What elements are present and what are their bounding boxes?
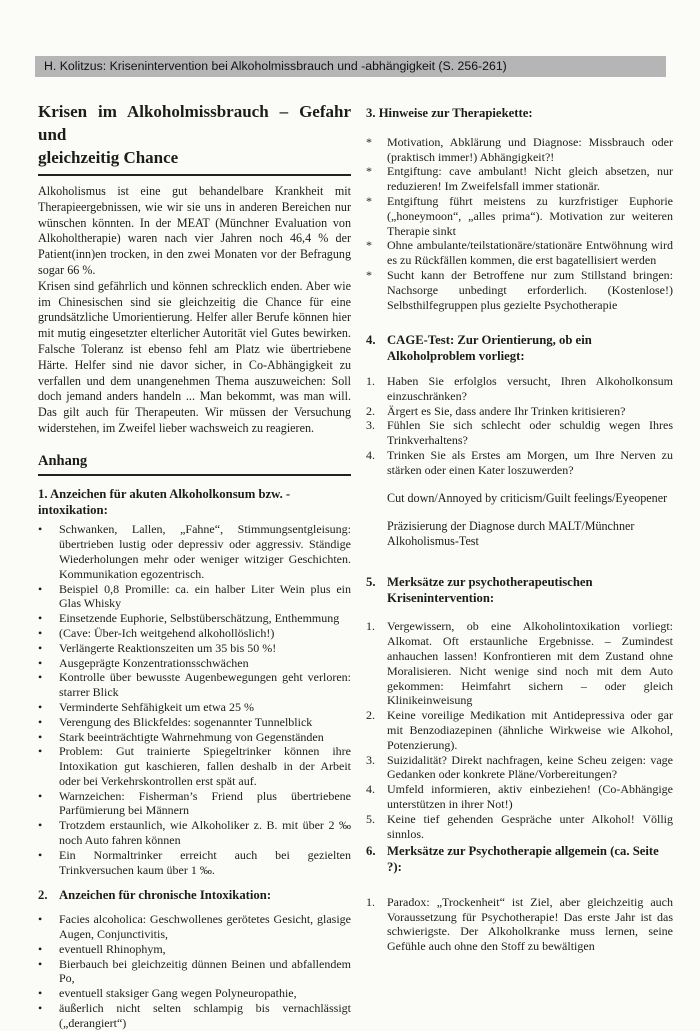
section5-heading-text: Merksätze zur psychotherapeutischen Krisenintervention:	[387, 574, 593, 605]
list-item-text: Motivation, Abklärung und Diagnose: Missbrauch oder (praktisch immer!) Abhängigkeit?!	[387, 134, 673, 164]
list-item-text: Ärgert es Sie, dass andere Ihr Trinken kritisieren?	[387, 403, 626, 418]
section4-numbered-list	[366, 374, 673, 478]
item-number: 5.	[366, 811, 375, 826]
list-item-text: Facies alcoholica: Geschwollenes gerötetes Gesicht, glasige Augen, Conjunctivitis,	[59, 912, 351, 942]
list-item	[38, 626, 351, 641]
list-item	[38, 912, 351, 942]
article-title-line1: Krisen im Alkoholmissbrauch – Gefahr und	[38, 102, 351, 144]
bullet-marker: •	[38, 956, 43, 971]
list-item-text: Umfeld informieren, aktiv einbeziehen! (Co-Abhängige unterstützen in ihrer Not!)	[387, 782, 673, 811]
section2-heading-text: Anzeichen für chronische Intoxikation:	[59, 888, 272, 903]
list-item-text: Verlängerte Reaktionszeiten um 35 bis 50 %!	[59, 640, 277, 655]
item-number: 3.	[366, 752, 375, 767]
item-number: 4.	[366, 447, 375, 462]
list-item	[38, 986, 351, 1001]
section2-bullet-list	[38, 912, 351, 1030]
intro-paragraph-1: Alkoholismus ist eine gut behandelbare Krankheit mit Therapieergebnissen, wie wir sie uns in anderen Bereichen nur wünschen könnten. In der MEAT (Münchner Evaluation von Alkoholtherapie) waren nach vier Jahren noch 46,4 % der Patient(inn)en trocken, in den zwei Monaten vor der Befragung sogar 66 %.	[38, 184, 351, 277]
list-item-text: Keine tief gehenden Gespräche unter Alkohol! Völlig sinnlos.	[387, 811, 673, 841]
section6-numbered-list	[366, 895, 673, 954]
list-item	[366, 782, 673, 812]
bullet-marker: •	[38, 670, 43, 685]
bullet-marker: •	[38, 818, 43, 833]
list-item-text: Trinken Sie als Erstes am Morgen, um Ihre Nerven zu stärken oder einen Kater loszuwerden?	[387, 447, 673, 477]
list-item-text: (Cave: Über-Ich weitgehend alkohollöslich!)	[59, 625, 275, 640]
list-item	[366, 374, 673, 404]
list-item	[38, 744, 351, 788]
section6-number: 6.	[366, 844, 376, 859]
article-title	[38, 100, 351, 176]
list-item-text: Paradox: „Trockenheit“ ist Ziel, aber gleichzeitig auch Voraussetzung für Psychotherapie! Das erste Jahr ist das schwierigste. Der Alkoholkranke muss lernen, seine Gefühle auch ohne den Stoff zu bewältigen	[387, 894, 673, 954]
anhang-heading: Anhang	[38, 452, 351, 476]
bullet-marker: •	[38, 581, 43, 596]
asterisk-marker: *	[366, 238, 372, 253]
asterisk-marker: *	[366, 164, 372, 179]
bullet-marker: •	[38, 788, 43, 803]
list-item-text: äußerlich nicht selten schlampig bis vernachlässigt („derangiert“)	[59, 1001, 351, 1030]
asterisk-marker: *	[366, 193, 372, 208]
bullet-marker: •	[38, 625, 43, 640]
running-header-text: H. Kolitzus: Krisenintervention bei Alkoholmissbrauch und -abhängigkeit (S. 256-261)	[44, 59, 507, 73]
list-item	[366, 753, 673, 783]
list-item-text: Entgiftung führt meistens zu kurzfristiger Euphorie („honeymoon“, „alles prima“). Motivation zur weiteren Therapie sinkt	[387, 193, 673, 238]
list-item-text: Verengung des Blickfeldes: sogenannter Tunnelblick	[59, 714, 313, 729]
list-item-text: Ein Normaltrinker erreicht auch bei gezielten Trinkversuchen kaum über 1 ‰.	[59, 847, 351, 877]
list-item-text: Schwanken, Lallen, „Fahne“, Stimmungsentgleisung: übertrieben lustig oder depressiv oder aggressiv. Ständige Wiederholungen mehr oder weniger witziger Geschichten. Kommunikation egozentrisch.	[59, 522, 351, 581]
bullet-marker: •	[38, 912, 43, 927]
asterisk-marker: *	[366, 267, 372, 282]
bullet-marker: •	[38, 640, 43, 655]
list-item-text: Einsetzende Euphorie, Selbstüberschätzung, Enthemmung	[59, 611, 340, 626]
intro-paragraph-2: Krisen sind gefährlich und können schrecklich enden. Aber wie im Chinesischen sind sie gleichzeitig die Chance für eine grundsätzliche Umorientierung. Helfer aller Berufe können hier mit mutig eingesetzter elterlicher Autorität viel Gutes bewirken. Falsche Toleranz ist ebenso fehl am Platz wie übertriebene Härte. Helfer sind nie davor sicher, in Co-Abhängigkeit zu verfallen und dem unangenehmen Thema auszuweichen: Soll doch jemand anders handeln ... Man bekommt, was man will. Das gilt auch für Therapeuten. Wir müssen der Versuchung widerstehen, im Zweifel lieber wachsweich zu reagieren.	[38, 278, 351, 435]
section4-number: 4.	[366, 333, 376, 348]
list-item	[38, 522, 351, 581]
list-item-text: Entgiftung: cave ambulant! Nicht gleich absetzen, nur reduzieren! Im Zweifelsfall immer stationär.	[387, 164, 673, 194]
bullet-marker: •	[38, 655, 43, 670]
bullet-marker: •	[38, 611, 43, 626]
list-item-text: eventuell Rhinophym,	[59, 941, 166, 956]
bullet-marker: •	[38, 941, 43, 956]
list-item	[38, 641, 351, 656]
item-number: 1.	[366, 619, 375, 634]
section5-heading	[366, 575, 673, 607]
list-item-text: Sucht kann der Betroffene nur zum Stillstand bringen: Nachsorge unbedingt erforderlich. (Kostenlose!) Selbsthilfegruppen plus gezielte Psychotherapie	[387, 267, 673, 312]
list-item-text: Problem: Gut trainierte Spiegeltrinker können ihre Intoxikation gut kaschieren, fallen deshalb in der Arbeit oder bei Verkehrskontrollen erst spät auf.	[59, 744, 351, 788]
list-item	[38, 656, 351, 671]
item-number: 3.	[366, 418, 375, 433]
list-item	[38, 848, 351, 878]
list-item	[38, 942, 351, 957]
bullet-marker: •	[38, 744, 43, 759]
list-item-text: Fühlen Sie sich schlecht oder schuldig wegen Ihres Trinkverhaltens?	[387, 418, 673, 448]
list-item	[366, 135, 673, 165]
list-item	[38, 611, 351, 626]
list-item-text: Ausgeprägte Konzentrationsschwächen	[59, 655, 249, 670]
item-number: 1.	[366, 373, 375, 388]
section1-heading: 1. Anzeichen für akuten Alkoholkonsum bzw. -intoxikation:	[38, 486, 291, 517]
cage-acronym-note: Cut down/Annoyed by criticism/Guilt feelings/Eyeopener	[387, 490, 668, 505]
bullet-marker: •	[38, 714, 43, 729]
bullet-marker: •	[38, 729, 43, 744]
bullet-marker: •	[38, 1001, 43, 1016]
list-item	[366, 418, 673, 448]
list-item	[366, 268, 673, 312]
list-item	[38, 818, 351, 848]
list-item-text: Trotzdem erstaunlich, wie Alkoholiker z. B. mit über 2 ‰ noch Auto fahren können	[59, 818, 351, 848]
list-item	[38, 1001, 351, 1031]
list-item	[366, 708, 673, 752]
list-item-text: Suizidalität? Direkt nachfragen, keine Scheu zeigen: vage Gedanken oder konkrete Pläne/Vorbereitungen?	[387, 752, 673, 782]
item-number: 2.	[366, 403, 375, 418]
asterisk-marker: *	[366, 134, 372, 149]
list-item	[38, 789, 351, 819]
section6-heading-text: Merksätze zur Psychotherapie allgemein (ca. Seite ?):	[387, 844, 659, 875]
list-item	[366, 238, 673, 268]
list-item	[38, 670, 351, 700]
list-item-text: Ohne ambulante/teilstationäre/stationäre Entwöhnung wird es zu Rückfällen kommen, die erst bagatellisiert werden	[387, 238, 673, 268]
article-title-line2: gleichzeitig Chance	[38, 148, 179, 167]
item-number: 2.	[366, 708, 375, 723]
list-item	[366, 812, 673, 842]
malt-note: Präzisierung der Diagnose durch MALT/Münchner Alkoholismus-Test	[387, 518, 635, 549]
list-item	[38, 700, 351, 715]
list-item	[366, 404, 673, 419]
list-item	[38, 730, 351, 745]
list-item	[366, 194, 673, 238]
section5-number: 5.	[366, 574, 376, 589]
left-column	[38, 100, 351, 1031]
section4-heading-text: CAGE-Test: Zur Orientierung, ob ein Alkoholproblem vorliegt:	[387, 333, 592, 364]
section1-bullet-list	[38, 522, 351, 877]
list-item-text: eventuell staksiger Gang wegen Polyneuropathie,	[59, 986, 297, 1001]
list-item-text: Warnzeichen: Fisherman’s Friend plus übertriebene Parfümierung bei Männern	[59, 788, 351, 818]
section3-star-list	[366, 135, 673, 313]
bullet-marker: •	[38, 986, 43, 1001]
list-item-text: Vergewissern, ob eine Alkoholintoxikation vorliegt: Alkomat. Oft erstaunliche Ergebnisse. – Zumindest anhauchen lassen! Konfrontieren mit dem Zustand ohne Moralisieren. Nicht wenige sind noch mit dem Auto gekommen: Heimfahrt sichern – oder gleich Klinikeinweisung	[387, 619, 673, 708]
list-item-text: Bierbauch bei gleichzeitig dünnen Beinen und abfallendem Po,	[59, 956, 351, 986]
list-item-text: Haben Sie erfolglos versucht, Ihren Alkoholkonsum einzuschränken?	[387, 373, 673, 403]
right-column	[366, 100, 673, 954]
list-item	[38, 715, 351, 730]
bullet-marker: •	[38, 522, 43, 537]
section2-number: 2.	[38, 888, 48, 903]
section4-heading	[366, 333, 673, 365]
bullet-marker: •	[38, 847, 43, 862]
list-item-text: Beispiel 0,8 Promille: ca. ein halber Liter Wein plus ein Glas Whisky	[59, 581, 351, 611]
section6-heading	[366, 844, 673, 876]
list-item	[366, 619, 673, 708]
list-item	[366, 895, 673, 954]
running-header	[35, 56, 666, 77]
list-item	[366, 164, 673, 194]
list-item-text: Keine voreilige Medikation mit Antidepressiva oder gar mit Benzodiazepinen (ähnliche Wirkweise wie Alkohol, Potenzierung).	[387, 708, 673, 752]
list-item	[38, 582, 351, 612]
list-item-text: Stark beeinträchtigte Wahrnehmung von Gegenständen	[59, 729, 324, 744]
section5-numbered-list	[366, 619, 673, 841]
item-number: 4.	[366, 782, 375, 797]
list-item	[366, 448, 673, 478]
section3-heading: 3. Hinweise zur Therapiekette:	[366, 106, 533, 120]
bullet-marker: •	[38, 699, 43, 714]
list-item-text: Verminderte Sehfähigkeit um etwa 25 %	[59, 699, 254, 714]
list-item	[38, 957, 351, 987]
list-item-text: Kontrolle über bewusste Augenbewegungen geht verloren: starrer Blick	[59, 670, 351, 700]
item-number: 1.	[366, 894, 375, 909]
section2-heading	[38, 888, 351, 904]
